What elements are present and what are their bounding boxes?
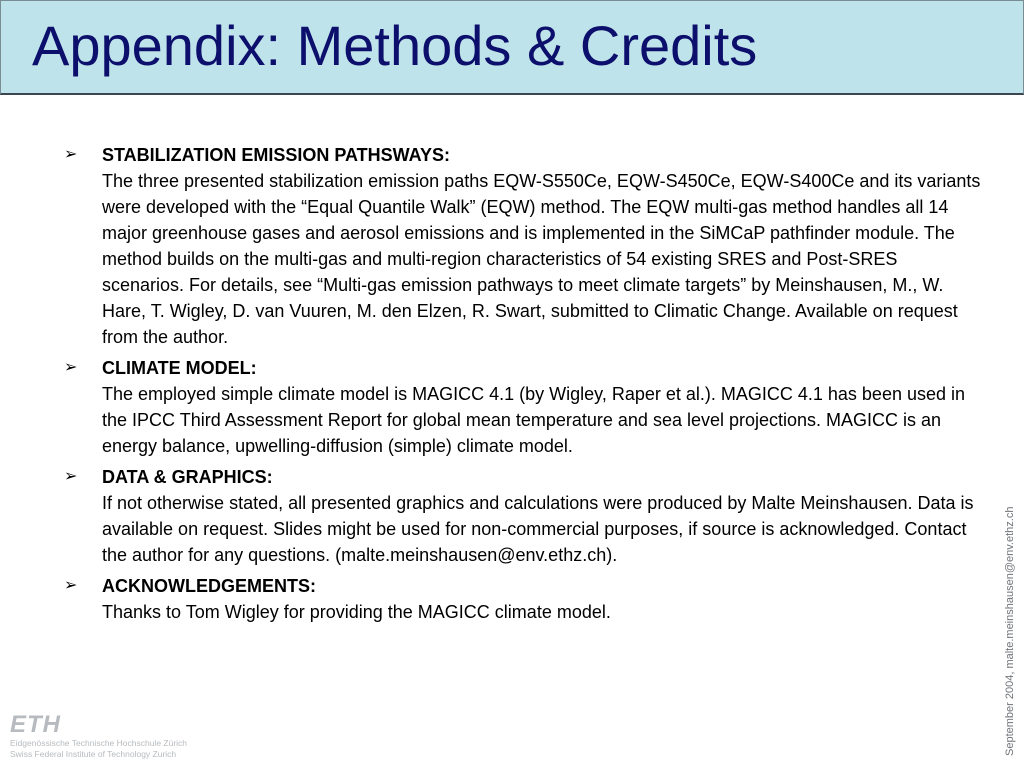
content-area: [62, 142, 982, 630]
eth-logo-line-english: Swiss Federal Institute of Technology Zurich: [10, 749, 177, 759]
section-heading: DATA & GRAPHICS:: [102, 467, 273, 487]
section-acknowledgements: [62, 573, 982, 625]
section-climate-model: [62, 355, 982, 459]
eth-logo-line-german: Eidgenössische Technische Hochschule Zürich: [10, 738, 188, 748]
section-body: The employed simple climate model is MAGICC 4.1 (by Wigley, Raper et al.). MAGICC 4.1 has been used in the IPCC Third Assessment Report for global mean temperature and sea level projections. MAGICC is an energy balance, upwelling-diffusion (simple) climate model.: [102, 384, 966, 456]
section-body: The three presented stabilization emission paths EQW-S550Ce, EQW-S450Ce, EQW-S400Ce and its variants were developed with the “Equal Quantile Walk” (EQW) method. The EQW multi-gas method handles all 14 major greenhouse gases and aerosol emissions and is implemented in the SiMCaP pathfinder module. The method builds on the multi-gas and multi-region characteristics of 54 existing SRES and Post-SRES scenarios. For details, see “Multi-gas emission pathways to meet climate targets” by Meinshausen, M., W. Hare, T. Wigley, D. van Vuuren, M. den Elzen, R. Swart, submitted to Climatic Change. Available on request from the author.: [102, 171, 981, 347]
section-heading: STABILIZATION EMISSION PATHSWAYS:: [102, 145, 451, 165]
arrow-bullet-icon: ➢: [64, 577, 78, 594]
section-data-graphics: [62, 464, 982, 568]
section-heading: CLIMATE MODEL:: [102, 358, 257, 378]
section-body: Thanks to Tom Wigley for providing the MAGICC climate model.: [102, 602, 611, 622]
arrow-bullet-icon: ➢: [64, 146, 78, 163]
section-heading: ACKNOWLEDGEMENTS:: [102, 576, 316, 596]
arrow-bullet-icon: ➢: [64, 468, 78, 485]
vertical-footer-note: September 2004, malte.meinshausen@env.ethz.ch: [1004, 506, 1016, 756]
section-body: If not otherwise stated, all presented graphics and calculations were produced by Malte Meinshausen. Data is available on request. Slides might be used for non-commercial purposes, if source is acknowledged. Contact the author for any questions. (malte.meinshausen@env.ethz.ch).: [102, 493, 974, 565]
title-bar: [0, 0, 1024, 95]
section-stabilization-pathways: [62, 142, 982, 350]
eth-logo: [10, 712, 200, 764]
arrow-bullet-icon: ➢: [64, 359, 78, 376]
page-title: Appendix: Methods & Credits: [32, 14, 758, 77]
eth-logo-mark: ETH: [10, 711, 61, 738]
